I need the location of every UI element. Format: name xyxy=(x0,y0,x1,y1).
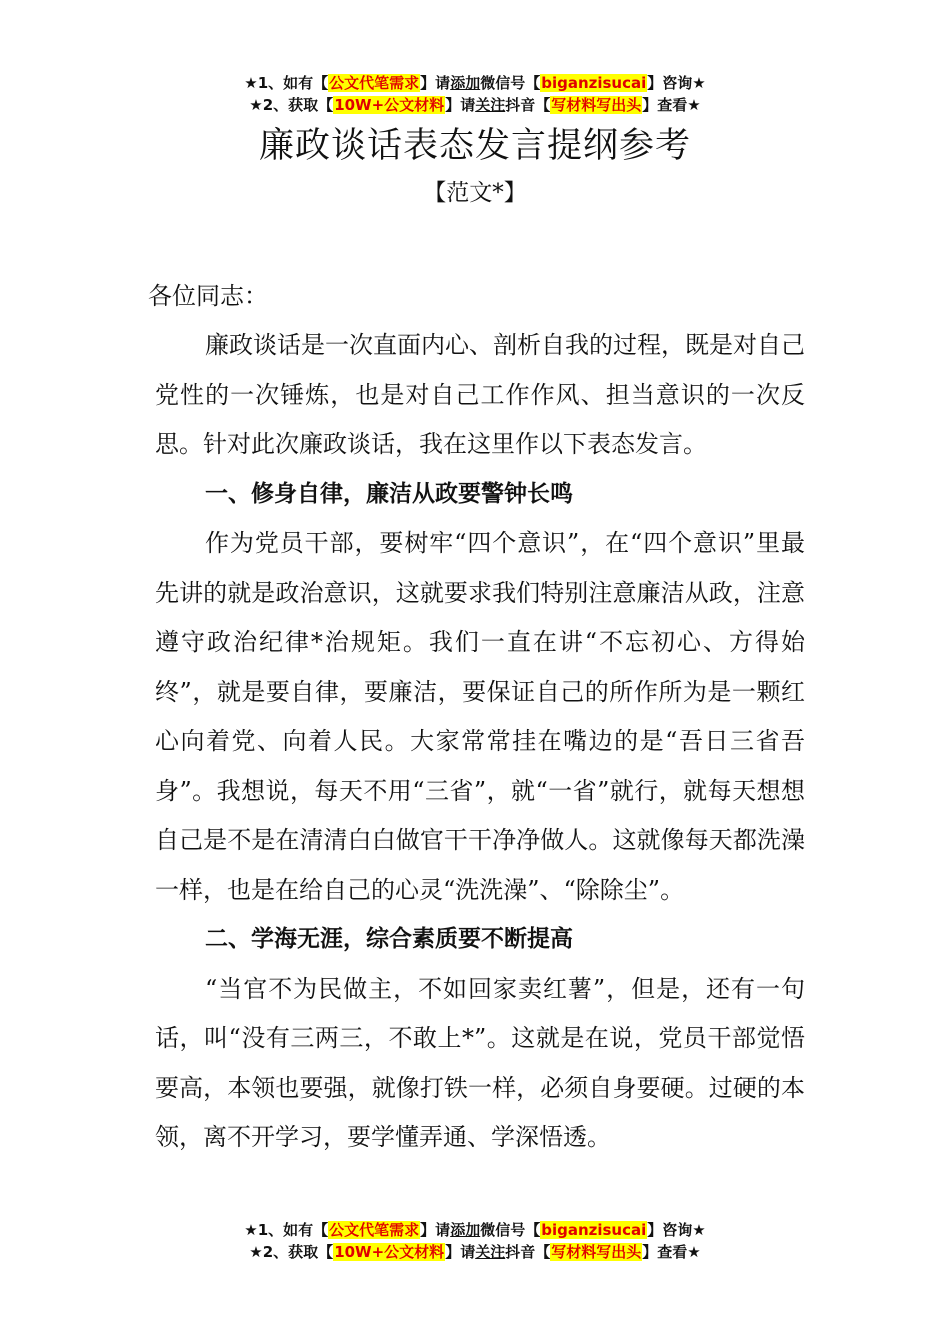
promo-text: 微信号【 xyxy=(480,1221,541,1239)
promo-text: 】请 xyxy=(445,96,476,114)
promo-line-2 xyxy=(0,94,950,116)
promo-highlight: 公文代笔需求 xyxy=(329,1221,420,1239)
promo-text: 】咨询★ xyxy=(647,1221,706,1239)
promo-text: ★2、获取【 xyxy=(249,1243,334,1261)
promo-wechat-id: biganzisucai xyxy=(541,1221,647,1239)
section-2-paragraph: “当官不为民做主，不如回家卖红薯”，但是，还有一句话，叫“没有三两三，不敢上*”。这就是在说，党员干部觉悟要高，本领也要强，就像打铁一样，必须自身要硬。过硬的本领，离不开学习，要学懂弄通、学深悟透。 xyxy=(155,974,805,1151)
promo-text: ★1、如有【 xyxy=(244,74,329,92)
document-subtitle: 【范文*】 xyxy=(423,180,527,206)
greeting: 各位同志： xyxy=(148,282,268,310)
document-body xyxy=(155,321,805,1163)
promo-text: 】查看★ xyxy=(642,1243,701,1261)
section-2-heading: 二、学海无涯，综合素质要不断提高 xyxy=(205,926,573,952)
promo-douyin-name: 写材料写出头 xyxy=(551,1243,642,1261)
promo-line-1 xyxy=(0,72,950,94)
promo-highlight: 公文代笔需求 xyxy=(329,74,420,92)
promo-text: 】请 xyxy=(445,1243,476,1261)
promo-line-1 xyxy=(0,1219,950,1241)
promo-text: ★1、如有【 xyxy=(244,1221,329,1239)
intro-paragraph: 廉政谈话是一次直面内心、剖析自我的过程，既是对自己党性的一次锤炼，也是对自己工作作风、担当意识的一次反思。针对此次廉政谈话，我在这里作以下表态发言。 xyxy=(155,331,805,458)
promo-text: 】查看★ xyxy=(642,96,701,114)
promo-underlined: 关注 xyxy=(475,96,506,114)
promo-highlight: 10W+公文材料 xyxy=(334,96,445,114)
promo-underlined: 添加 xyxy=(450,74,481,92)
section-1-paragraph: 作为党员干部，要树牢“四个意识”，在“四个意识”里最先讲的就是政治意识，这就要求我们特别注意廉洁从政，注意遵守政治纪律*治规矩。我们一直在讲“不忘初心、方得始终”，就是要自律，要廉洁，要保证自己的所作所为是一颗红心向着党、向着人民。大家常常挂在嘴边的是“吾日三省吾身”。我想说，每天不用“三省”，就“一省”就行，就每天想想自己是不是在清清白白做官干干净净做人。这就像每天都洗澡一样，也是在给自己的心灵“洗洗澡”、“除除尘”。 xyxy=(155,529,805,904)
promo-douyin-name: 写材料写出头 xyxy=(551,96,642,114)
promo-text: 抖音【 xyxy=(505,96,551,114)
promo-text: 】请 xyxy=(420,1221,451,1239)
promo-line-2 xyxy=(0,1241,950,1263)
promo-wechat-id: biganzisucai xyxy=(541,74,647,92)
promo-banner-top xyxy=(0,72,950,116)
promo-text: 】请 xyxy=(420,74,451,92)
promo-underlined: 关注 xyxy=(475,1243,506,1261)
promo-text: 微信号【 xyxy=(480,74,541,92)
promo-highlight: 10W+公文材料 xyxy=(334,1243,445,1261)
promo-banner-bottom xyxy=(0,1219,950,1263)
promo-text: ★2、获取【 xyxy=(249,96,334,114)
promo-text: 】咨询★ xyxy=(647,74,706,92)
document-title: 廉政谈话表态发言提纲参考 xyxy=(258,126,691,166)
section-1-heading: 一、修身自律，廉洁从政要警钟长鸣 xyxy=(205,480,573,507)
promo-underlined: 添加 xyxy=(450,1221,481,1239)
promo-text: 抖音【 xyxy=(505,1243,551,1261)
